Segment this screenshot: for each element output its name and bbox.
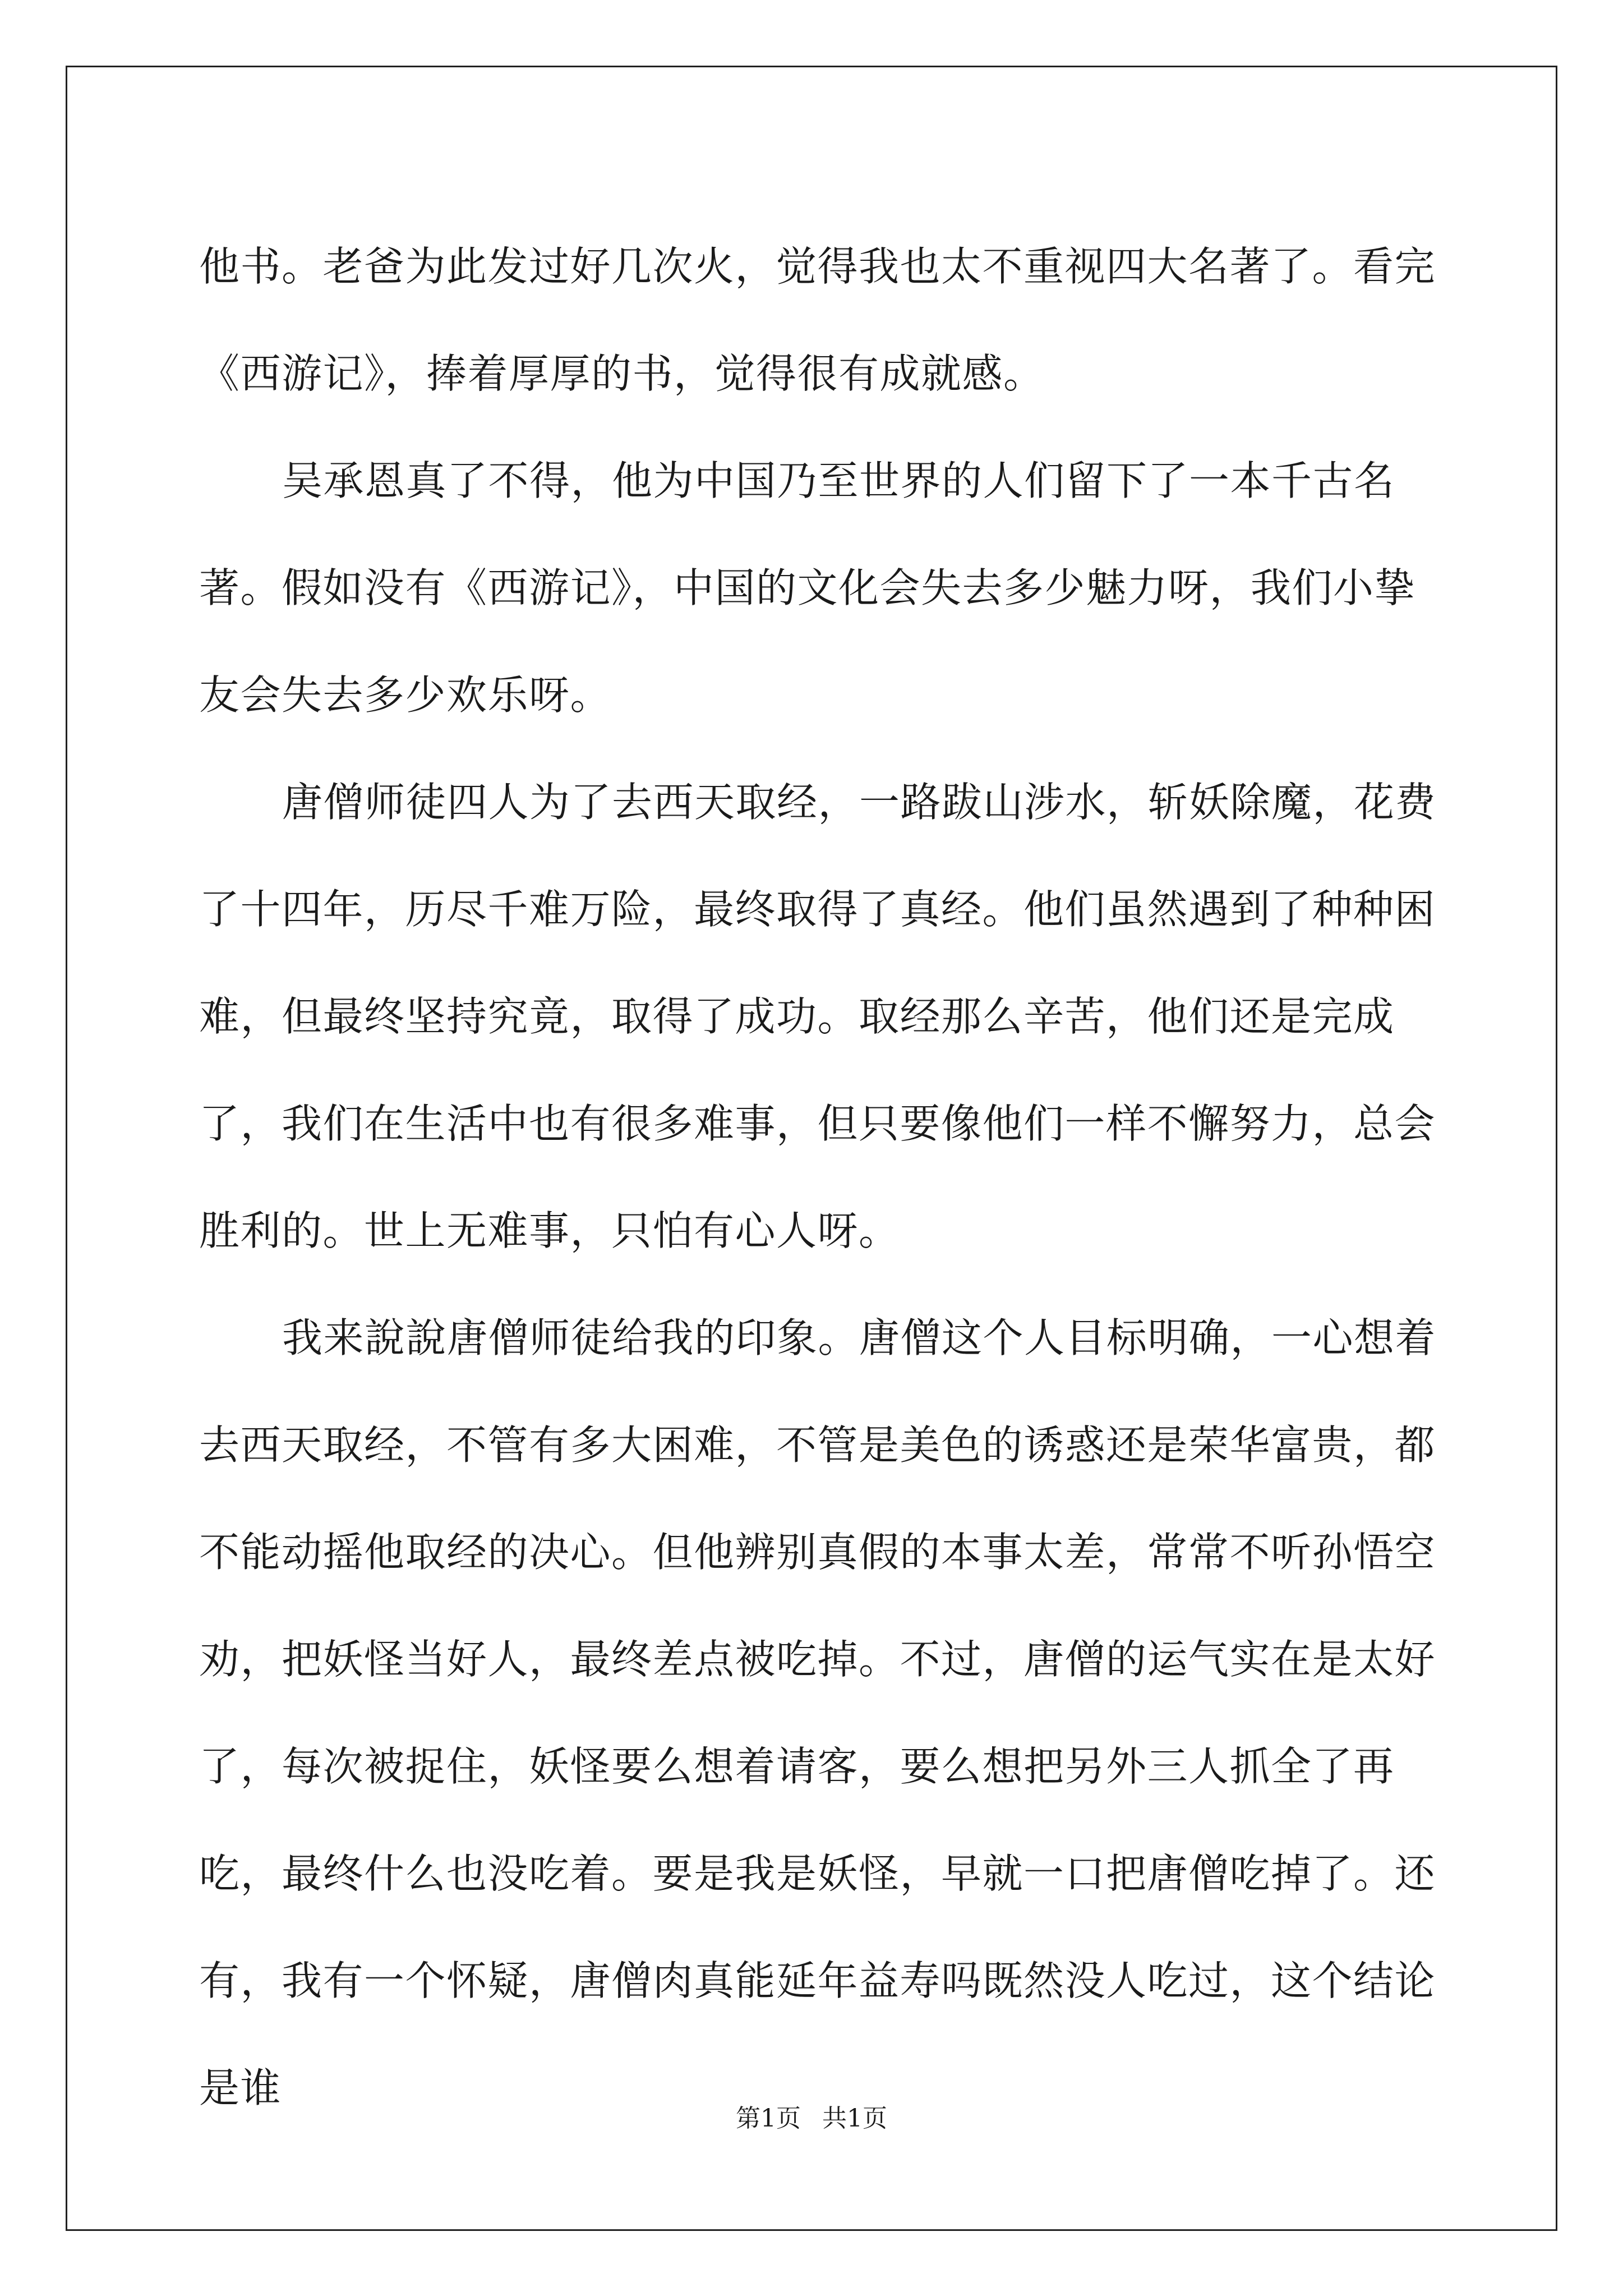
paragraph-1: 他书。老爸为此发过好几次火，觉得我也太不重视四大名著了。看完《西游记》，捧着厚厚的书，觉得很有成就感。 bbox=[199, 243, 1436, 397]
document-body bbox=[199, 213, 1438, 2111]
page-footer bbox=[0, 2098, 1623, 2134]
page-number-current: 第1页 bbox=[736, 2104, 801, 2133]
paragraph-4: 我来說說唐僧师徒给我的印象。唐僧这个人目标明确，一心想着去西天取经，不管有多大困难，不管是美色的诱惑还是荣华富贵，都不能动摇他取经的决心。但他辨别真假的本事太差，常常不听孙悟空劝，把妖怪当好人，最终差点被吃掉。不过，唐僧的运气实在是太好了，每次被捉住，妖怪要么想着请客，要么想把另外三人抓全了再吃，最终什么也没吃着。要是我是妖怪，早就一口把唐僧吃掉了。还有，我有一个怀疑，唐僧肉真能延年益寿吗既然没人吃过，这个结论是谁 bbox=[199, 1314, 1437, 2111]
paragraph-3: 唐僧师徒四人为了去西天取经，一路跋山涉水，斩妖除魔，花费了十四年，历尽千难万险，最终取得了真经。他们虽然遇到了种种困难，但最终坚持究竟，取得了成功。取经那么辛苦，他们还是完成了，我们在生活中也有很多难事，但只要像他们一样不懈努力，总会胜利的。世上无难事，只怕有心人呀。 bbox=[199, 779, 1437, 1254]
page-number-total: 共1页 bbox=[822, 2104, 887, 2133]
paragraph-2: 吴承恩真了不得，他为中国乃至世界的人们留下了一本千古名著。假如没有《西游记》，中国的文化会失去多少魅力呀，我们小挚友会失去多少欢乐呀。 bbox=[199, 457, 1416, 719]
